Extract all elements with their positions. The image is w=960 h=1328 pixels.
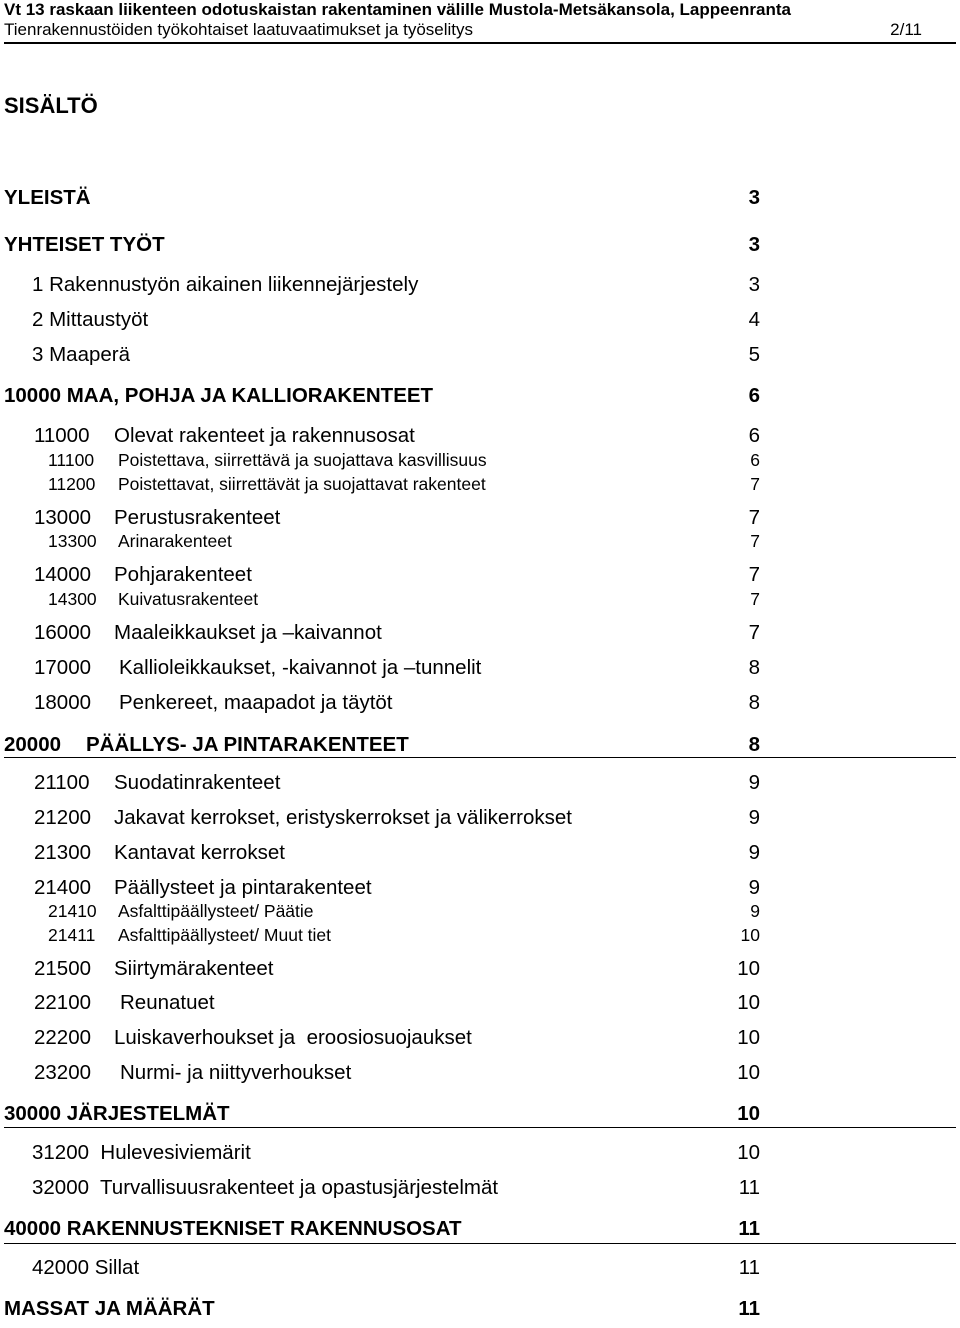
toc-entry-page: 10 xyxy=(737,1026,760,1049)
toc-entry-number: 16000 xyxy=(34,621,92,644)
toc-entry-page: 7 xyxy=(748,506,760,529)
toc-entry-page: 10 xyxy=(737,957,760,980)
toc-entry-text: Asfalttipäällysteet/ Muut tiet xyxy=(118,925,332,945)
toc-entry-page: 9 xyxy=(748,806,760,829)
toc-entry-page: 3 xyxy=(748,186,760,209)
toc-entry-number: 13300 xyxy=(48,531,97,551)
toc-entry-number: 22200 xyxy=(34,1026,92,1049)
toc-entry-text: Jakavat kerrokset, eristyskerrokset ja välikerrokset xyxy=(114,806,572,829)
toc-entry-number: 21411 xyxy=(48,925,96,945)
toc-entry-number: 21400 xyxy=(34,876,92,899)
toc-entry-page: 11 xyxy=(738,1297,760,1320)
toc-entry-text: YLEISTÄ xyxy=(4,186,91,209)
toc-entry-text: Pohjarakenteet xyxy=(114,563,252,586)
toc-entry-page: 9 xyxy=(750,901,760,921)
toc-entry-text: PÄÄLLYS- JA PINTARAKENTEET xyxy=(86,733,409,756)
toc-entry-number: 21410 xyxy=(48,901,97,921)
toc-entry-text: 40000 RAKENNUSTEKNISET RAKENNUSOSAT xyxy=(4,1217,462,1240)
toc-entry-text: MASSAT JA MÄÄRÄT xyxy=(4,1297,215,1320)
toc-entry-number: 18000 xyxy=(34,691,92,714)
toc-entry-number: 21500 xyxy=(34,957,92,980)
toc-entry-text: Kuivatusrakenteet xyxy=(118,589,259,609)
toc-entry-page: 10 xyxy=(740,925,760,945)
toc-entry-text: 1 Rakennustyön aikainen liikennejärjestely xyxy=(32,273,419,296)
toc-entry-text: Arinarakenteet xyxy=(118,531,232,551)
toc-entry-page: 7 xyxy=(750,531,760,551)
toc-entry-page: 10 xyxy=(737,1102,760,1125)
toc-entry-text: Olevat rakenteet ja rakennusosat xyxy=(114,424,415,447)
toc-entry-page: 10 xyxy=(737,991,760,1014)
section-divider xyxy=(4,1127,956,1128)
toc-entry-number: 13000 xyxy=(34,506,92,529)
toc-entry-text: 30000 JÄRJESTELMÄT xyxy=(4,1102,230,1125)
toc-entry-number: 14000 xyxy=(34,563,92,586)
toc-entry-text: Siirtymärakenteet xyxy=(114,957,274,980)
header-divider xyxy=(4,42,956,44)
toc-entry-number: 14300 xyxy=(48,589,97,609)
toc-entry-number: 21100 xyxy=(34,771,90,794)
toc-entry-text: Päällysteet ja pintarakenteet xyxy=(114,876,372,899)
toc-entry-text: Suodatinrakenteet xyxy=(114,771,281,794)
toc-entry-text: Nurmi- ja niittyverhoukset xyxy=(120,1061,352,1084)
toc-entry-number: 21200 xyxy=(34,806,92,829)
page-number: 2/11 xyxy=(890,20,922,39)
toc-entry-text: Perustusrakenteet xyxy=(114,506,281,529)
toc-entry-number: 11200 xyxy=(48,474,96,494)
toc-entry-page: 10 xyxy=(737,1141,760,1164)
toc-entry-page: 11 xyxy=(738,1217,760,1240)
toc-entry-number: 21300 xyxy=(34,841,92,864)
toc-entry-number: 17000 xyxy=(34,656,92,679)
toc-entry-page: 5 xyxy=(748,343,760,366)
toc-entry-text: Asfalttipäällysteet/ Päätie xyxy=(118,901,314,921)
toc-title: SISÄLTÖ xyxy=(4,93,98,118)
toc-entry-page: 6 xyxy=(748,384,760,407)
section-divider xyxy=(4,757,956,758)
toc-entry-text: Penkereet, maapadot ja täytöt xyxy=(119,691,393,714)
toc-entry-text: 10000 MAA, POHJA JA KALLIORAKENTEET xyxy=(4,384,434,407)
toc-entry-page: 8 xyxy=(748,733,760,756)
toc-entry-text: Luiskaverhoukset ja eroosiosuojaukset xyxy=(114,1026,472,1049)
toc-entry-page: 9 xyxy=(748,771,760,794)
toc-entry-page: 3 xyxy=(748,233,760,256)
toc-entry-text: 32000 Turvallisuusrakenteet ja opastusjärjestelmät xyxy=(32,1176,499,1199)
toc-entry-page: 8 xyxy=(748,691,760,714)
toc-entry-text: YHTEISET TYÖT xyxy=(4,233,165,256)
toc-entry-page: 6 xyxy=(748,424,760,447)
toc-entry-number: 11100 xyxy=(48,450,95,470)
toc-entry-text: Reunatuet xyxy=(120,991,215,1014)
document-title: Vt 13 raskaan liikenteen odotuskaistan rakentaminen välille Mustola-Metsäkansola, Lappeenranta xyxy=(4,0,791,19)
toc-entry-page: 9 xyxy=(748,841,760,864)
toc-entry-number: 23200 xyxy=(34,1061,92,1084)
toc-entry-page: 4 xyxy=(748,308,760,331)
toc-entry-page: 11 xyxy=(738,1256,760,1279)
toc-entry-page: 3 xyxy=(748,273,760,296)
toc-entry-text: 3 Maaperä xyxy=(32,343,131,366)
toc-entry-text: Poistettavat, siirrettävät ja suojattavat rakenteet xyxy=(118,474,486,494)
toc-entry-page: 11 xyxy=(738,1176,760,1199)
toc-entry-page: 10 xyxy=(737,1061,760,1084)
toc-entry-page: 9 xyxy=(748,876,760,899)
toc-entry-page: 7 xyxy=(748,563,760,586)
toc-entry-text: Maaleikkaukset ja –kaivannot xyxy=(114,621,382,644)
toc-entry-page: 8 xyxy=(748,656,760,679)
toc-entry-text: Kantavat kerrokset xyxy=(114,841,285,864)
toc-entry-page: 7 xyxy=(748,621,760,644)
toc-entry-number: 20000 xyxy=(4,733,62,756)
toc-entry-text: 31200 Hulevesiviemärit xyxy=(32,1141,251,1164)
toc-entry-text: 42000 Sillat xyxy=(32,1256,140,1279)
toc-entry-text: 2 Mittaustyöt xyxy=(32,308,149,331)
toc-entry-page: 7 xyxy=(750,589,760,609)
document-subtitle: Tienrakennustöiden työkohtaiset laatuvaatimukset ja työselitys xyxy=(4,20,474,39)
toc-entry-number: 22100 xyxy=(34,991,92,1014)
section-divider xyxy=(4,1243,956,1244)
toc-entry-text: Kallioleikkaukset, -kaivannot ja –tunnelit xyxy=(119,656,482,679)
toc-entry-page: 6 xyxy=(750,450,760,470)
toc-entry-number: 11000 xyxy=(34,424,90,447)
toc-entry-text: Poistettava, siirrettävä ja suojattava kasvillisuus xyxy=(118,450,487,470)
toc-entry-page: 7 xyxy=(750,474,760,494)
